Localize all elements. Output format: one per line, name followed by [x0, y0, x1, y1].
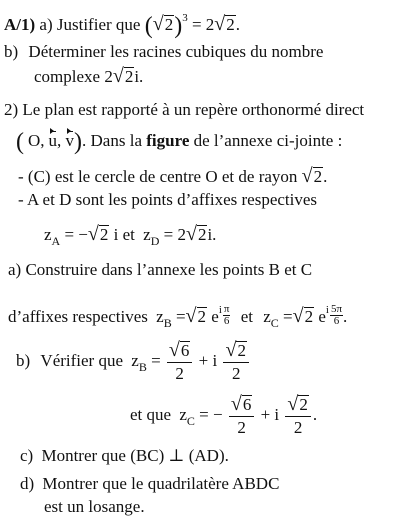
radical: √2: [225, 339, 246, 361]
fraction: [223, 340, 248, 384]
q1b-end: i.: [134, 67, 144, 86]
qd-text2: est un losange.: [44, 497, 145, 516]
period: .: [323, 167, 328, 186]
fraction: [167, 340, 192, 384]
radicand: 2: [226, 15, 235, 34]
radicand: 2: [237, 341, 246, 360]
zC: z: [179, 404, 187, 424]
affixes-a-d: [44, 224, 216, 251]
line-bc: (BC): [130, 446, 165, 465]
question-1b: [4, 42, 323, 62]
qa-text: Construire dans l’annexe les points B et C: [25, 260, 313, 279]
equals: = −: [199, 404, 223, 424]
radical: √2: [112, 65, 134, 87]
radical: √2: [185, 305, 207, 327]
zA: z: [44, 225, 52, 244]
qa-label: a): [8, 260, 22, 279]
equals: = 2: [163, 225, 186, 244]
qd-label: d): [20, 474, 35, 493]
bullet-circle: [18, 166, 327, 187]
vector-v: v: [65, 131, 75, 150]
bullet-points: [18, 190, 317, 210]
vector-u: u: [48, 131, 58, 150]
radical: √6: [230, 393, 252, 415]
figure-word: figure: [146, 131, 190, 150]
period: .: [312, 404, 318, 424]
qb-label: b): [16, 350, 31, 370]
q1a-label: a) Justifier que: [39, 15, 141, 34]
zB: z: [156, 307, 164, 326]
denominator: 2: [293, 418, 303, 437]
plus-i: + i: [198, 350, 218, 370]
question-a: [8, 260, 312, 280]
paren-open: (: [16, 129, 24, 155]
line-ad: (AD).: [188, 446, 229, 465]
radical: √2: [87, 223, 109, 245]
equals: = −: [64, 225, 88, 244]
plus-i: + i: [260, 404, 280, 424]
zB-sub: B: [138, 359, 147, 374]
fraction: [285, 394, 310, 438]
radical: √2: [152, 13, 174, 35]
radicand: 2: [99, 225, 109, 244]
zD-sub: D: [150, 234, 160, 248]
denominator: 2: [231, 364, 241, 383]
q1b-label: b): [4, 42, 19, 61]
zA-end: i et: [113, 225, 135, 244]
paren-close: ): [74, 129, 83, 155]
question-d-cont: [44, 497, 145, 517]
radicand: 2: [197, 225, 207, 244]
question-d: [20, 474, 279, 494]
qc-label: c): [20, 446, 34, 465]
period: .: [235, 15, 241, 34]
radicand: 2: [164, 15, 174, 34]
qc-text: Montrer que: [41, 446, 126, 465]
q2-text: Le plan est rapporté à un repère orthonormé direct: [22, 100, 365, 119]
qa-text2: d’affixes respectives: [8, 307, 148, 326]
period: .: [343, 307, 348, 326]
part-heading: A/1): [4, 15, 36, 34]
qb-text2: et que: [130, 404, 172, 424]
qb-text: Vérifier que: [40, 350, 124, 370]
exp-i: i: [325, 304, 329, 316]
exp-i: i: [218, 304, 222, 316]
q2-text2b: de l’annexe ci-jointe :: [193, 131, 343, 150]
exp-den: 6: [223, 315, 230, 327]
denominator: 2: [175, 364, 184, 383]
bullet1-text: - (C) est le cercle de centre O et de rayon: [18, 167, 298, 186]
fraction: [229, 394, 254, 438]
question-2-cont: ( O, u, v). Dans la figure de l’annexe ci-jointe :: [16, 129, 343, 155]
exp-fraction: [223, 304, 231, 327]
zD-end: i.: [207, 225, 217, 244]
denominator: 2: [237, 418, 246, 437]
q1b-text2: complexe 2: [34, 67, 113, 86]
question-1b-cont: [34, 66, 143, 87]
zB-sub: B: [163, 316, 172, 330]
radical: √6: [168, 339, 190, 361]
perpendicular-symbol: ⊥: [168, 446, 185, 465]
equals: =: [283, 307, 293, 326]
question-b: [16, 340, 251, 384]
equals: =: [175, 307, 186, 326]
question-b-cont: [130, 394, 317, 438]
q2-text2a: . Dans la: [82, 131, 142, 150]
frame-origin: O,: [28, 131, 45, 150]
equals: =: [151, 350, 161, 370]
zA-sub: A: [51, 234, 61, 248]
radicand: 2: [124, 67, 134, 86]
exp-num: π: [223, 303, 230, 315]
exp-e: e: [211, 307, 219, 326]
exponent: 3: [182, 12, 188, 24]
radicand: 2: [313, 167, 323, 186]
radical: √2: [292, 305, 314, 327]
exp-fraction: [330, 304, 343, 327]
q1b-text: Déterminer les racines cubiques du nombre: [28, 42, 324, 61]
zC-sub: C: [186, 413, 195, 428]
radicand: 2: [299, 395, 308, 414]
zC-sub: C: [270, 316, 279, 330]
paren-open: (: [144, 13, 153, 39]
radical: √2: [301, 165, 323, 187]
radical: √2: [287, 393, 308, 415]
question-a-cont: [8, 300, 347, 333]
q2-label: 2): [4, 100, 19, 119]
exp-den: 6: [333, 315, 340, 327]
radicand: 6: [180, 341, 190, 360]
exp-num: 5π: [330, 303, 343, 315]
qd-text: Montrer que le quadrilatère ABDC: [42, 474, 280, 493]
exp-e: e: [318, 307, 326, 326]
and-word: et: [240, 307, 253, 326]
bullet2-text: - A et D sont les points d’affixes respectives: [18, 190, 318, 209]
zC: z: [263, 307, 271, 326]
radicand: 2: [197, 307, 207, 326]
question-1a: [4, 8, 241, 39]
paren-close: ): [174, 13, 183, 39]
equals: = 2: [191, 15, 215, 34]
radicand: 6: [242, 395, 252, 414]
question-c: [20, 446, 229, 466]
radicand: 2: [304, 307, 314, 326]
radical: √2: [214, 13, 235, 35]
radical: √2: [185, 223, 207, 245]
zB: z: [131, 350, 139, 370]
question-2: [4, 100, 364, 120]
zD: z: [143, 225, 151, 244]
